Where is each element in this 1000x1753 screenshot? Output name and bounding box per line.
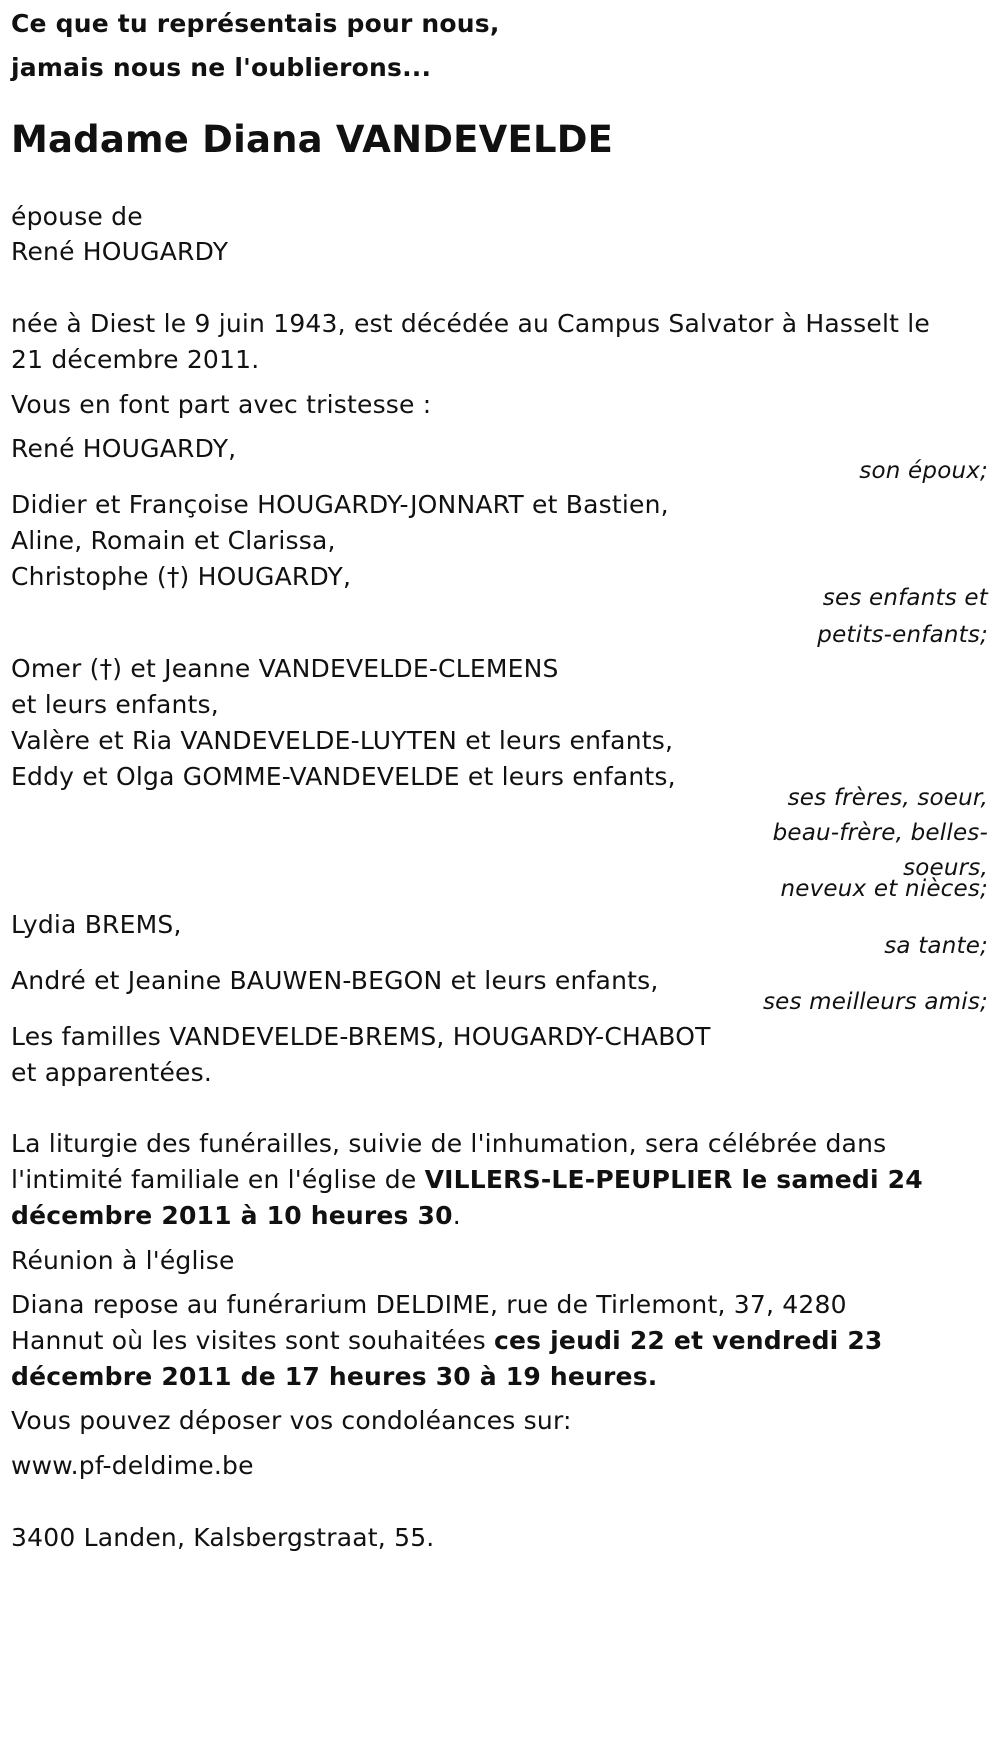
funeral-place-date: VILLERS-LE-PEUPLIER le samedi 24 (424, 1165, 923, 1194)
relation-label: son époux; (859, 458, 988, 484)
visits-line-1: Diana repose au funérarium DELDIME, rue de Tirlemont, 37, 4280 (11, 1290, 847, 1319)
family-line: Eddy et Olga GOMME-VANDEVELDE et leurs enfants, (11, 762, 676, 791)
relation-label: neveux et nièces; (780, 876, 988, 902)
spouse-label: épouse de (11, 202, 143, 231)
funeral-line-3 (11, 1196, 461, 1236)
family-line: Valère et Ria VANDEVELDE-LUYTEN et leurs enfants, (11, 726, 674, 755)
family-line: Didier et Françoise HOUGARDY-JONNART et Bastien, (11, 490, 669, 519)
family-line: Les familles VANDEVELDE-BREMS, HOUGARDY-CHABOT (11, 1022, 711, 1051)
funeral-end: . (452, 1201, 461, 1230)
relation-label: soeurs, (903, 855, 988, 881)
relation-label: beau-frère, belles- (772, 820, 988, 846)
announcement: Vous en font part avec tristesse : (11, 390, 432, 419)
visits-line-3: décembre 2011 de 17 heures 30 à 19 heures. (11, 1362, 658, 1391)
funeral-line-2 (11, 1160, 923, 1200)
visits-dates: ces jeudi 22 et vendredi 23 (493, 1326, 883, 1355)
funeral-date-time: décembre 2011 à 10 heures 30 (11, 1201, 453, 1230)
deceased-name: Madame Diana VANDEVELDE (11, 118, 614, 161)
family-line: Aline, Romain et Clarissa, (11, 526, 336, 555)
family-line: Christophe (†) HOUGARDY, (11, 562, 352, 591)
visits-text: Hannut où les visites sont souhaitées (11, 1326, 494, 1355)
family-line: et apparentées. (11, 1058, 212, 1087)
family-line: Omer (†) et Jeanne VANDEVELDE-CLEMENS (11, 654, 559, 683)
visits-line-2 (11, 1321, 883, 1361)
funeral-text: l'intimité familiale en l'église de (11, 1165, 425, 1194)
family-line: René HOUGARDY, (11, 434, 237, 463)
family-line: et leurs enfants, (11, 690, 219, 719)
family-line: André et Jeanine BAUWEN-BEGON et leurs enfants, (11, 966, 659, 995)
family-line: Lydia BREMS, (11, 910, 182, 939)
reunion-note: Réunion à l'église (11, 1246, 235, 1275)
birth-death-line-2: 21 décembre 2011. (11, 345, 260, 374)
relation-label: ses meilleurs amis; (762, 989, 988, 1015)
condolences-label: Vous pouvez déposer vos condoléances sur: (11, 1406, 572, 1435)
relation-label: ses frères, soeur, (787, 785, 988, 811)
relation-label: petits-enfants; (817, 622, 988, 648)
funeral-line-1: La liturgie des funérailles, suivie de l'inhumation, sera célébrée dans (11, 1129, 887, 1158)
intro-line-1: Ce que tu représentais pour nous, (11, 9, 500, 38)
condolences-website[interactable]: www.pf-deldime.be (11, 1451, 254, 1480)
spouse-name: René HOUGARDY (11, 237, 229, 266)
intro-line-2: jamais nous ne l'oublierons... (11, 53, 432, 82)
relation-label: sa tante; (884, 933, 988, 959)
birth-death-line-1: née à Diest le 9 juin 1943, est décédée au Campus Salvator à Hasselt le (11, 309, 930, 338)
relation-label: ses enfants et (822, 585, 988, 611)
funeral-home-address: 3400 Landen, Kalsbergstraat, 55. (11, 1523, 435, 1552)
